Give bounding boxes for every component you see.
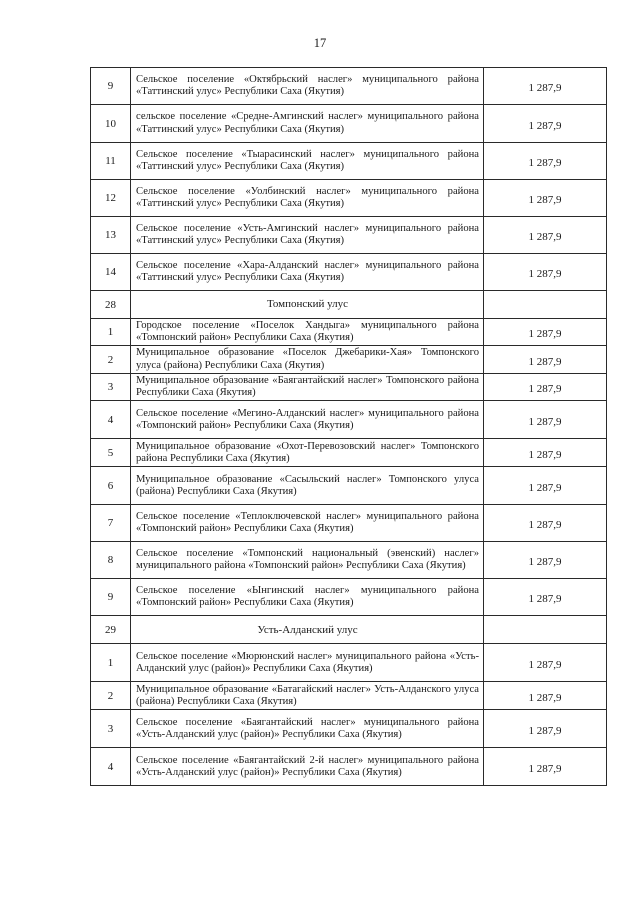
table-row — [91, 401, 607, 439]
amount-value: 1 287,9 — [484, 68, 607, 105]
table-row — [91, 505, 607, 542]
table-row — [91, 373, 607, 400]
municipality-name: Муниципальное образование «Сасыльский наслег» Томпонского улуса (района) Республики Саха (Якутия) — [131, 467, 484, 505]
amount-value: 1 287,9 — [484, 254, 607, 291]
section-row — [91, 291, 607, 319]
allocation-table — [90, 67, 607, 786]
municipality-name: Сельское поселение «Томпонский национальный (эвенский) наслег» муниципального района «Томпонский район» Республики Саха (Якутия) — [131, 542, 484, 579]
municipality-name: Сельское поселение «Теплоключевской наслег» муниципального района «Томпонский район» Республики Саха (Якутия) — [131, 505, 484, 542]
amount-value: 1 287,9 — [484, 346, 607, 373]
table-row — [91, 105, 607, 143]
section-number: 29 — [91, 616, 131, 644]
amount-value: 1 287,9 — [484, 105, 607, 143]
amount-value: 1 287,9 — [484, 579, 607, 616]
section-title: Усть-Алданский улус — [131, 616, 484, 644]
table-row — [91, 682, 607, 710]
row-number: 8 — [91, 542, 131, 579]
municipality-name: Сельское поселение «Хара-Алданский наслег» муниципального района «Таттинский улус» Республики Саха (Якутия) — [131, 254, 484, 291]
amount-value: 1 287,9 — [484, 143, 607, 180]
amount-value — [484, 291, 607, 319]
table-row — [91, 254, 607, 291]
amount-value: 1 287,9 — [484, 644, 607, 682]
amount-value: 1 287,9 — [484, 373, 607, 400]
table-row — [91, 143, 607, 180]
municipality-name: Сельское поселение «Мюрюнский наслег» муниципального района «Усть-Алданский улус (район)» Республики Саха (Якутия) — [131, 644, 484, 682]
amount-value: 1 287,9 — [484, 180, 607, 217]
row-number: 1 — [91, 644, 131, 682]
amount-value: 1 287,9 — [484, 467, 607, 505]
amount-value: 1 287,9 — [484, 710, 607, 748]
row-number: 3 — [91, 710, 131, 748]
table-row — [91, 217, 607, 254]
table-body — [91, 68, 607, 786]
amount-value: 1 287,9 — [484, 439, 607, 467]
row-number: 10 — [91, 105, 131, 143]
table-row — [91, 748, 607, 786]
amount-value — [484, 616, 607, 644]
row-number: 13 — [91, 217, 131, 254]
table-row — [91, 319, 607, 346]
municipality-name: Сельское поселение «Усть-Амгинский наслег» муниципального района «Таттинский улус» Республики Саха (Якутия) — [131, 217, 484, 254]
row-number: 9 — [91, 579, 131, 616]
municipality-name: Сельское поселение «Баягантайский наслег» муниципального района «Усть-Алданский улус (район)» Республики Саха (Якутия) — [131, 710, 484, 748]
row-number: 2 — [91, 682, 131, 710]
row-number: 14 — [91, 254, 131, 291]
row-number: 5 — [91, 439, 131, 467]
section-row — [91, 616, 607, 644]
amount-value: 1 287,9 — [484, 748, 607, 786]
row-number: 11 — [91, 143, 131, 180]
row-number: 3 — [91, 373, 131, 400]
page-number: 17 — [313, 36, 327, 50]
amount-value: 1 287,9 — [484, 682, 607, 710]
row-number: 4 — [91, 401, 131, 439]
table-row — [91, 346, 607, 373]
table-row — [91, 579, 607, 616]
municipality-name: Сельское поселение «Октябрьский наслег» муниципального района «Таттинский улус» Республики Саха (Якутия) — [131, 68, 484, 105]
row-number: 7 — [91, 505, 131, 542]
municipality-name: Муниципальное образование «Батагайский наслег» Усть-Алданского улуса (района) Республики Саха (Якутия) — [131, 682, 484, 710]
municipality-name: Городское поселение «Поселок Хандыга» муниципального района «Томпонский район» Республики Саха (Якутия) — [131, 319, 484, 346]
municipality-name: Муниципальное образование «Поселок Джебарики-Хая» Томпонского улуса (района) Республики Саха (Якутия) — [131, 346, 484, 373]
row-number: 4 — [91, 748, 131, 786]
row-number: 9 — [91, 68, 131, 105]
municipality-name: сельское поселение «Средне-Амгинский наслег» муниципального района «Таттинский улус» Республики Саха (Якутия) — [131, 105, 484, 143]
row-number: 1 — [91, 319, 131, 346]
row-number: 2 — [91, 346, 131, 373]
municipality-name: Муниципальное образование «Охот-Перевозовский наслег» Томпонского района Республики Саха (Якутия) — [131, 439, 484, 467]
amount-value: 1 287,9 — [484, 542, 607, 579]
table-row — [91, 68, 607, 105]
section-number: 28 — [91, 291, 131, 319]
municipality-name: Муниципальное образование «Баягантайский наслег» Томпонского района Республики Саха (Якутия) — [131, 373, 484, 400]
table-row — [91, 542, 607, 579]
amount-value: 1 287,9 — [484, 401, 607, 439]
municipality-name: Сельское поселение «Тыарасинский наслег» муниципального района «Таттинский улус» Республики Саха (Якутия) — [131, 143, 484, 180]
table-row — [91, 710, 607, 748]
table-row — [91, 439, 607, 467]
table-row — [91, 467, 607, 505]
row-number: 12 — [91, 180, 131, 217]
municipality-name: Сельское поселение «Баягантайский 2-й наслег» муниципального района «Усть-Алданский улус (район)» Республики Саха (Якутия) — [131, 748, 484, 786]
amount-value: 1 287,9 — [484, 505, 607, 542]
table-row — [91, 644, 607, 682]
row-number: 6 — [91, 467, 131, 505]
municipality-name: Сельское поселение «Уолбинский наслег» муниципального района «Таттинский улус» Республики Саха (Якутия) — [131, 180, 484, 217]
municipality-name: Сельское поселение «Мегино-Алданский наслег» муниципального района «Томпонский район» Республики Саха (Якутия) — [131, 401, 484, 439]
amount-value: 1 287,9 — [484, 217, 607, 254]
section-title: Томпонский улус — [131, 291, 484, 319]
table-row — [91, 180, 607, 217]
municipality-name: Сельское поселение «Ынгинский наслег» муниципального района «Томпонский район» Республики Саха (Якутия) — [131, 579, 484, 616]
amount-value: 1 287,9 — [484, 319, 607, 346]
